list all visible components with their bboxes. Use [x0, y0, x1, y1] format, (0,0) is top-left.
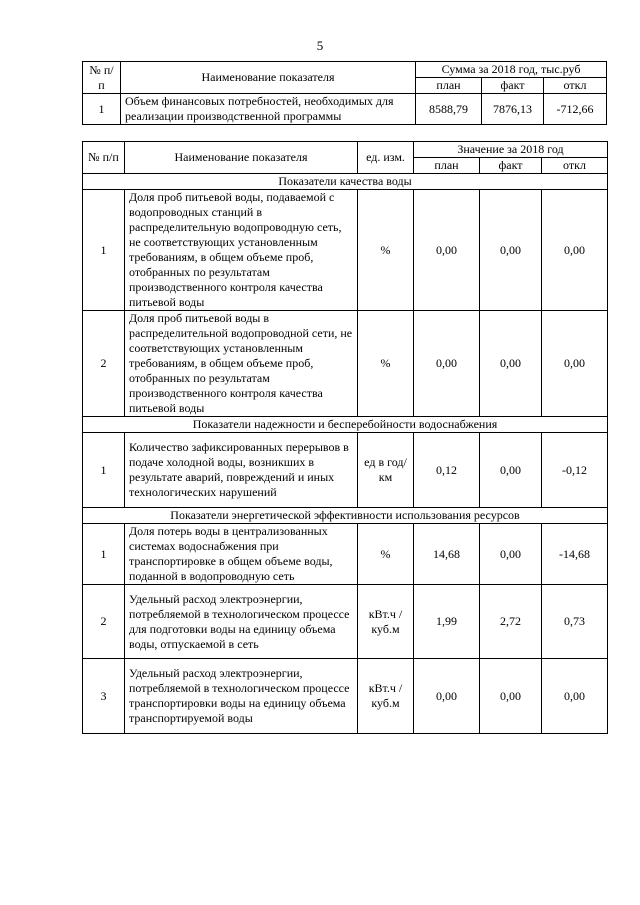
row-unit: кВт.ч / куб.м [358, 659, 414, 734]
header-num: № п/п [83, 62, 121, 94]
row-name: Удельный расход электроэнергии, потребляемой в технологическом процессе для подготовки воды на единицу объема воды, отпускаемой в сеть [125, 585, 358, 659]
row-num: 2 [83, 585, 125, 659]
section-title-row [83, 508, 608, 524]
row-unit: ед в год/ км [358, 433, 414, 508]
row-fact: 0,00 [480, 659, 542, 734]
table-row [83, 94, 607, 125]
header-fact: факт [480, 158, 542, 174]
row-plan: 0,00 [414, 311, 480, 417]
row-dev: 0,00 [542, 659, 608, 734]
row-plan: 8588,79 [416, 94, 482, 125]
row-plan: 0,12 [414, 433, 480, 508]
header-num: № п/п [83, 142, 125, 174]
row-name: Объем финансовых потребностей, необходимых для реализации производственной программы [121, 94, 416, 125]
row-num: 2 [83, 311, 125, 417]
header-unit: ед. изм. [358, 142, 414, 174]
header-dev: откл [542, 158, 608, 174]
section-title-row [83, 174, 608, 190]
section-title-row [83, 417, 608, 433]
row-plan: 0,00 [414, 190, 480, 311]
row-unit: % [358, 311, 414, 417]
row-dev: 0,73 [542, 585, 608, 659]
header-name: Наименование показателя [125, 142, 358, 174]
table-row [83, 524, 608, 585]
table-row [83, 190, 608, 311]
row-name: Доля проб питьевой воды в распределительной водопроводной сети, не соответствующих установленным требованиям, в общем объеме проб, отобранных по результатам производственного контроля качества питьевой воды [125, 311, 358, 417]
row-fact: 0,00 [480, 311, 542, 417]
row-dev: 0,00 [542, 190, 608, 311]
header-value: Значение за 2018 год [414, 142, 608, 158]
table-row [83, 311, 608, 417]
header-plan: план [416, 78, 482, 94]
row-dev: -712,66 [544, 94, 607, 125]
row-num: 1 [83, 94, 121, 125]
table-row [83, 659, 608, 734]
header-dev: откл [544, 78, 607, 94]
header-plan: план [414, 158, 480, 174]
header-name: Наименование показателя [121, 62, 416, 94]
row-fact: 7876,13 [482, 94, 544, 125]
row-plan: 0,00 [414, 659, 480, 734]
row-unit: % [358, 524, 414, 585]
row-num: 1 [83, 190, 125, 311]
table-row [83, 433, 608, 508]
header-fact: факт [482, 78, 544, 94]
row-name: Удельный расход электроэнергии, потребляемой в технологическом процессе транспортировки воды на единицу объема транспортируемой воды [125, 659, 358, 734]
row-name: Доля проб питьевой воды, подаваемой с водопроводных станций в распределительную водопроводную сеть, не соответствующих установленным требованиям, в общем объеме проб, отобранных по результатам производственного контроля качества питьевой воды [125, 190, 358, 311]
row-fact: 0,00 [480, 190, 542, 311]
row-dev: -14,68 [542, 524, 608, 585]
row-fact: 2,72 [480, 585, 542, 659]
row-unit: % [358, 190, 414, 311]
row-name: Доля потерь воды в централизованных системах водоснабжения при транспортировке в общем объеме воды, поданной в водопроводную сеть [125, 524, 358, 585]
table-row [83, 585, 608, 659]
page-number: 5 [316, 38, 324, 53]
row-dev: -0,12 [542, 433, 608, 508]
section-title: Показатели качества воды [83, 174, 608, 190]
row-fact: 0,00 [480, 524, 542, 585]
row-fact: 0,00 [480, 433, 542, 508]
row-dev: 0,00 [542, 311, 608, 417]
row-plan: 14,68 [414, 524, 480, 585]
header-sum: Сумма за 2018 год, тыс.руб [416, 62, 607, 78]
row-num: 1 [83, 433, 125, 508]
finance-table [82, 61, 607, 125]
row-unit: кВт.ч / куб.м [358, 585, 414, 659]
indicators-table [82, 141, 608, 734]
row-num: 3 [83, 659, 125, 734]
section-title: Показатели энергетической эффективности использования ресурсов [83, 508, 608, 524]
section-title: Показатели надежности и бесперебойности водоснабжения [83, 417, 608, 433]
row-plan: 1,99 [414, 585, 480, 659]
row-name: Количество зафиксированных перерывов в подаче холодной воды, возникших в результате аварий, повреждений и иных технологических нарушений [125, 433, 358, 508]
row-num: 1 [83, 524, 125, 585]
